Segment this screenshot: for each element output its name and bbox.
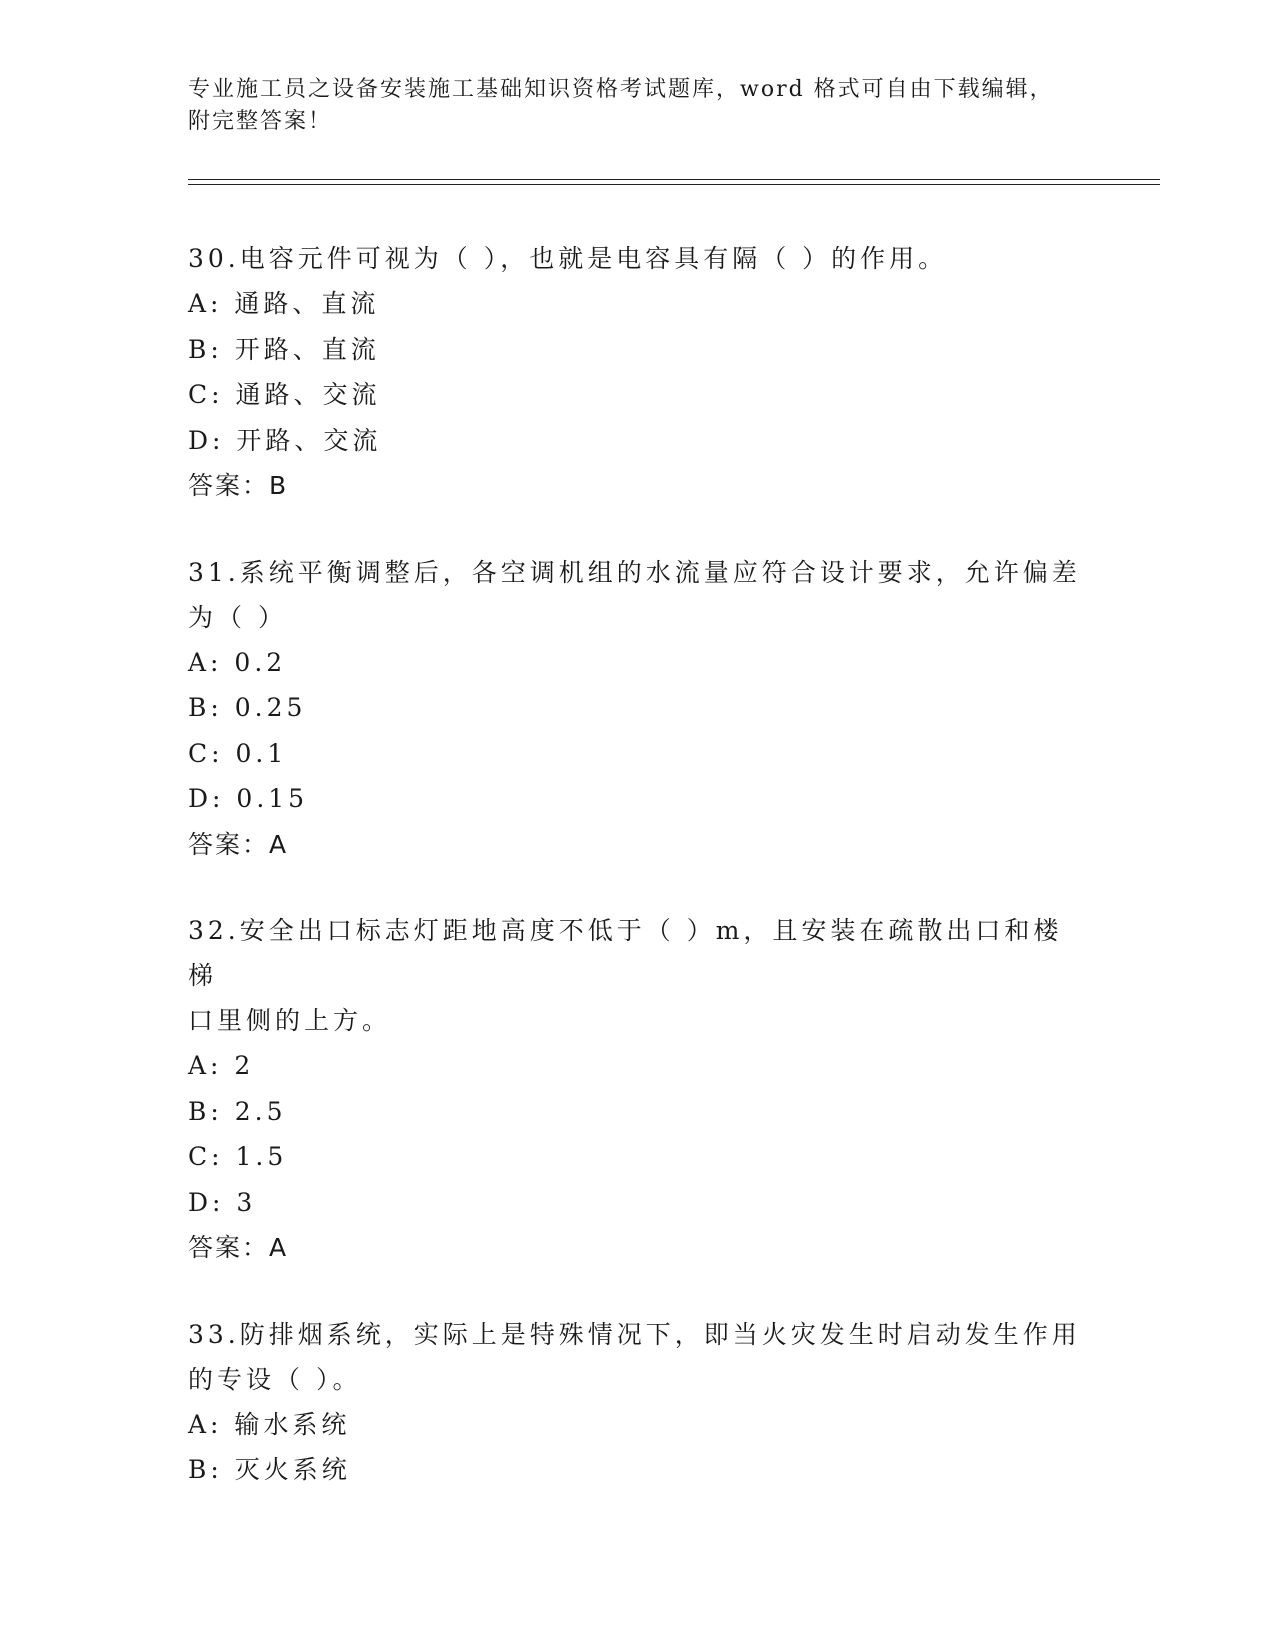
option-d: D: 0.15 [188, 784, 309, 813]
option-c: C: 通路、交流 [188, 380, 381, 409]
question-30 [188, 236, 1088, 509]
option-b: B: 2.5 [188, 1096, 287, 1126]
answer-line: 答案：A [188, 1233, 289, 1262]
question-31 [188, 550, 1088, 868]
option-c: C: 1.5 [188, 1142, 288, 1171]
option-b: B: 灭火系统 [188, 1455, 351, 1484]
question-text-continued: 的专设（ ）。 [188, 1364, 362, 1394]
option-d: D: 3 [188, 1187, 257, 1217]
answer-line: 答案：A [188, 829, 289, 859]
option-a: A: 通路、直流 [188, 289, 380, 318]
question-text-continued: 为（ ） [188, 602, 287, 632]
question-32 [188, 908, 1088, 1271]
question-text: 33.防排烟系统，实际上是特殊情况下，即当火灾发生时启动发生作用 [188, 1319, 1081, 1349]
question-text: 32.安全出口标志灯距地高度不低于（ ）m，且安装在疏散出口和楼梯 [188, 916, 1063, 990]
option-b: B: 0.25 [188, 693, 307, 722]
question-text: 31.系统平衡调整后，各空调机组的水流量应符合设计要求，允许偏差 [188, 557, 1081, 587]
option-a: A: 0.2 [188, 647, 287, 677]
option-d: D: 开路、交流 [188, 425, 382, 455]
document-header [188, 74, 1088, 138]
option-a: A: 2 [188, 1051, 255, 1080]
header-line-2: 附完整答案！ [188, 109, 333, 134]
question-33 [188, 1312, 1088, 1493]
question-list [188, 236, 1088, 1534]
option-a: A: 输水系统 [188, 1409, 351, 1439]
option-b: B: 开路、直流 [188, 334, 380, 364]
option-c: C: 0.1 [188, 738, 288, 768]
question-text: 30.电容元件可视为（ ），也就是电容具有隔（ ）的作用。 [188, 244, 948, 273]
question-text-continued: 口里侧的上方。 [188, 1006, 392, 1035]
header-line-1: 专业施工员之设备安装施工基础知识资格考试题库，word 格式可自由下载编辑， [188, 77, 1054, 102]
header-divider-bottom [188, 184, 1160, 185]
answer-line: 答案：B [188, 471, 289, 500]
header-divider-top [188, 179, 1160, 180]
